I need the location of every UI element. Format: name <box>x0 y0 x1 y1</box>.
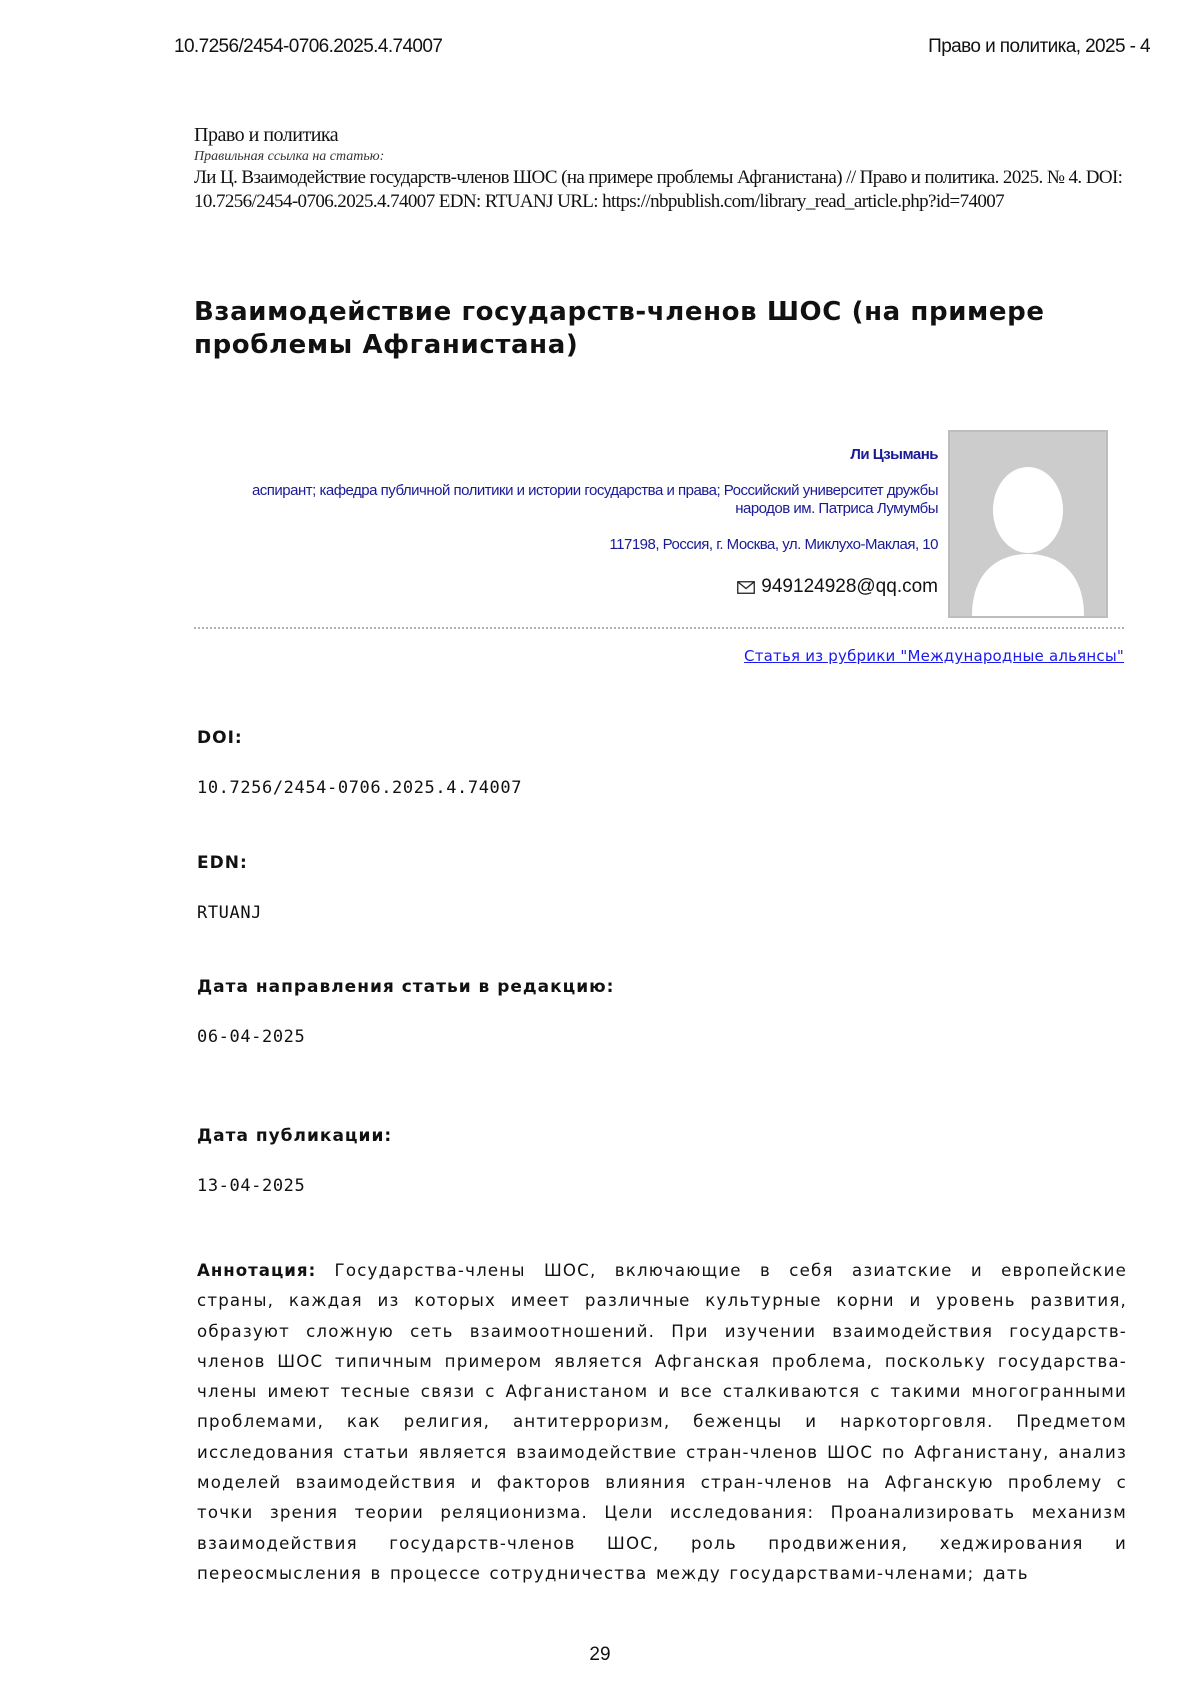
abstract <box>197 1256 1127 1589</box>
author-name: Ли Цзымань <box>850 446 938 463</box>
doi-value: 10.7256/2454-0706.2025.4.74007 <box>197 778 522 798</box>
citation-text: Ли Ц. Взаимодействие государств-членов ШОС (на примере проблемы Афганистана) // Право и политика. 2025. № 4. DOI: 10.7256/2454-0706.2025.4.74007 EDN: RTUANJ URL: https://nbpublish.com/library_read_article.php?id=74007 <box>194 166 1134 214</box>
rubric-link[interactable]: Статья из рубрики "Международные альянсы" <box>744 647 1124 665</box>
edn-label: EDN: <box>197 853 248 873</box>
article-title: Взаимодействие государств-членов ШОС (на примере проблемы Афганистана) <box>194 296 1094 362</box>
citation-journal: Право и политика <box>194 124 1134 147</box>
author-address: 117198, Россия, г. Москва, ул. Миклухо-Маклая, 10 <box>609 536 938 553</box>
edn-value: RTUANJ <box>197 903 262 923</box>
page-number: 29 <box>0 1644 1200 1666</box>
submitted-date-value: 06-04-2025 <box>197 1027 305 1047</box>
published-date-value: 13-04-2025 <box>197 1176 305 1196</box>
published-date-label: Дата публикации: <box>197 1126 392 1146</box>
author-email[interactable]: 949124928@qq.com <box>761 576 938 598</box>
author-avatar <box>948 430 1108 618</box>
submitted-date-label: Дата направления статьи в редакцию: <box>197 977 614 997</box>
person-silhouette-icon <box>950 432 1106 616</box>
author-divider <box>194 627 1124 629</box>
doi-label: DOI: <box>197 728 243 748</box>
citation-label: Правильная ссылка на статью: <box>194 149 1134 165</box>
header-journal-issue: Право и политика, 2025 - 4 <box>928 36 1150 58</box>
abstract-text: Государства-члены ШОС, включающие в себя азиатские и европейские страны, каждая из которых имеет различные культурные корни и уровень развития, образуют сложную сеть взаимоотношений. При изучении взаимодействия государств-членов ШОС типичным примером является Афганская проблема, поскольку государства-члены имеют тесные связи с Афганистаном и все сталкиваются с такими многогранными проблемами, как религия, антитерроризм, беженцы и наркоторговля. Предметом исследования статьи является взаимодействие стран-членов ШОС по Афганистану, анализ моделей взаимодействия и факторов влияния стран-членов на Афганскую проблему с точки зрения теории реляционизма. Цели исследования: Проанализировать механизм взаимодействия государств-членов ШОС, роль продвижения, хеджирования и переосмысления в процессе сотрудничества между государствами-членами; дать <box>197 1261 1127 1583</box>
envelope-icon <box>737 581 755 594</box>
author-affiliation: аспирант; кафедра публичной политики и истории государства и права; Российский университет дружбы народов им. Патриса Лумумбы <box>218 482 938 518</box>
header-doi: 10.7256/2454-0706.2025.4.74007 <box>174 36 442 58</box>
author-email-row <box>737 576 938 598</box>
abstract-label: Аннотация: <box>197 1261 316 1280</box>
